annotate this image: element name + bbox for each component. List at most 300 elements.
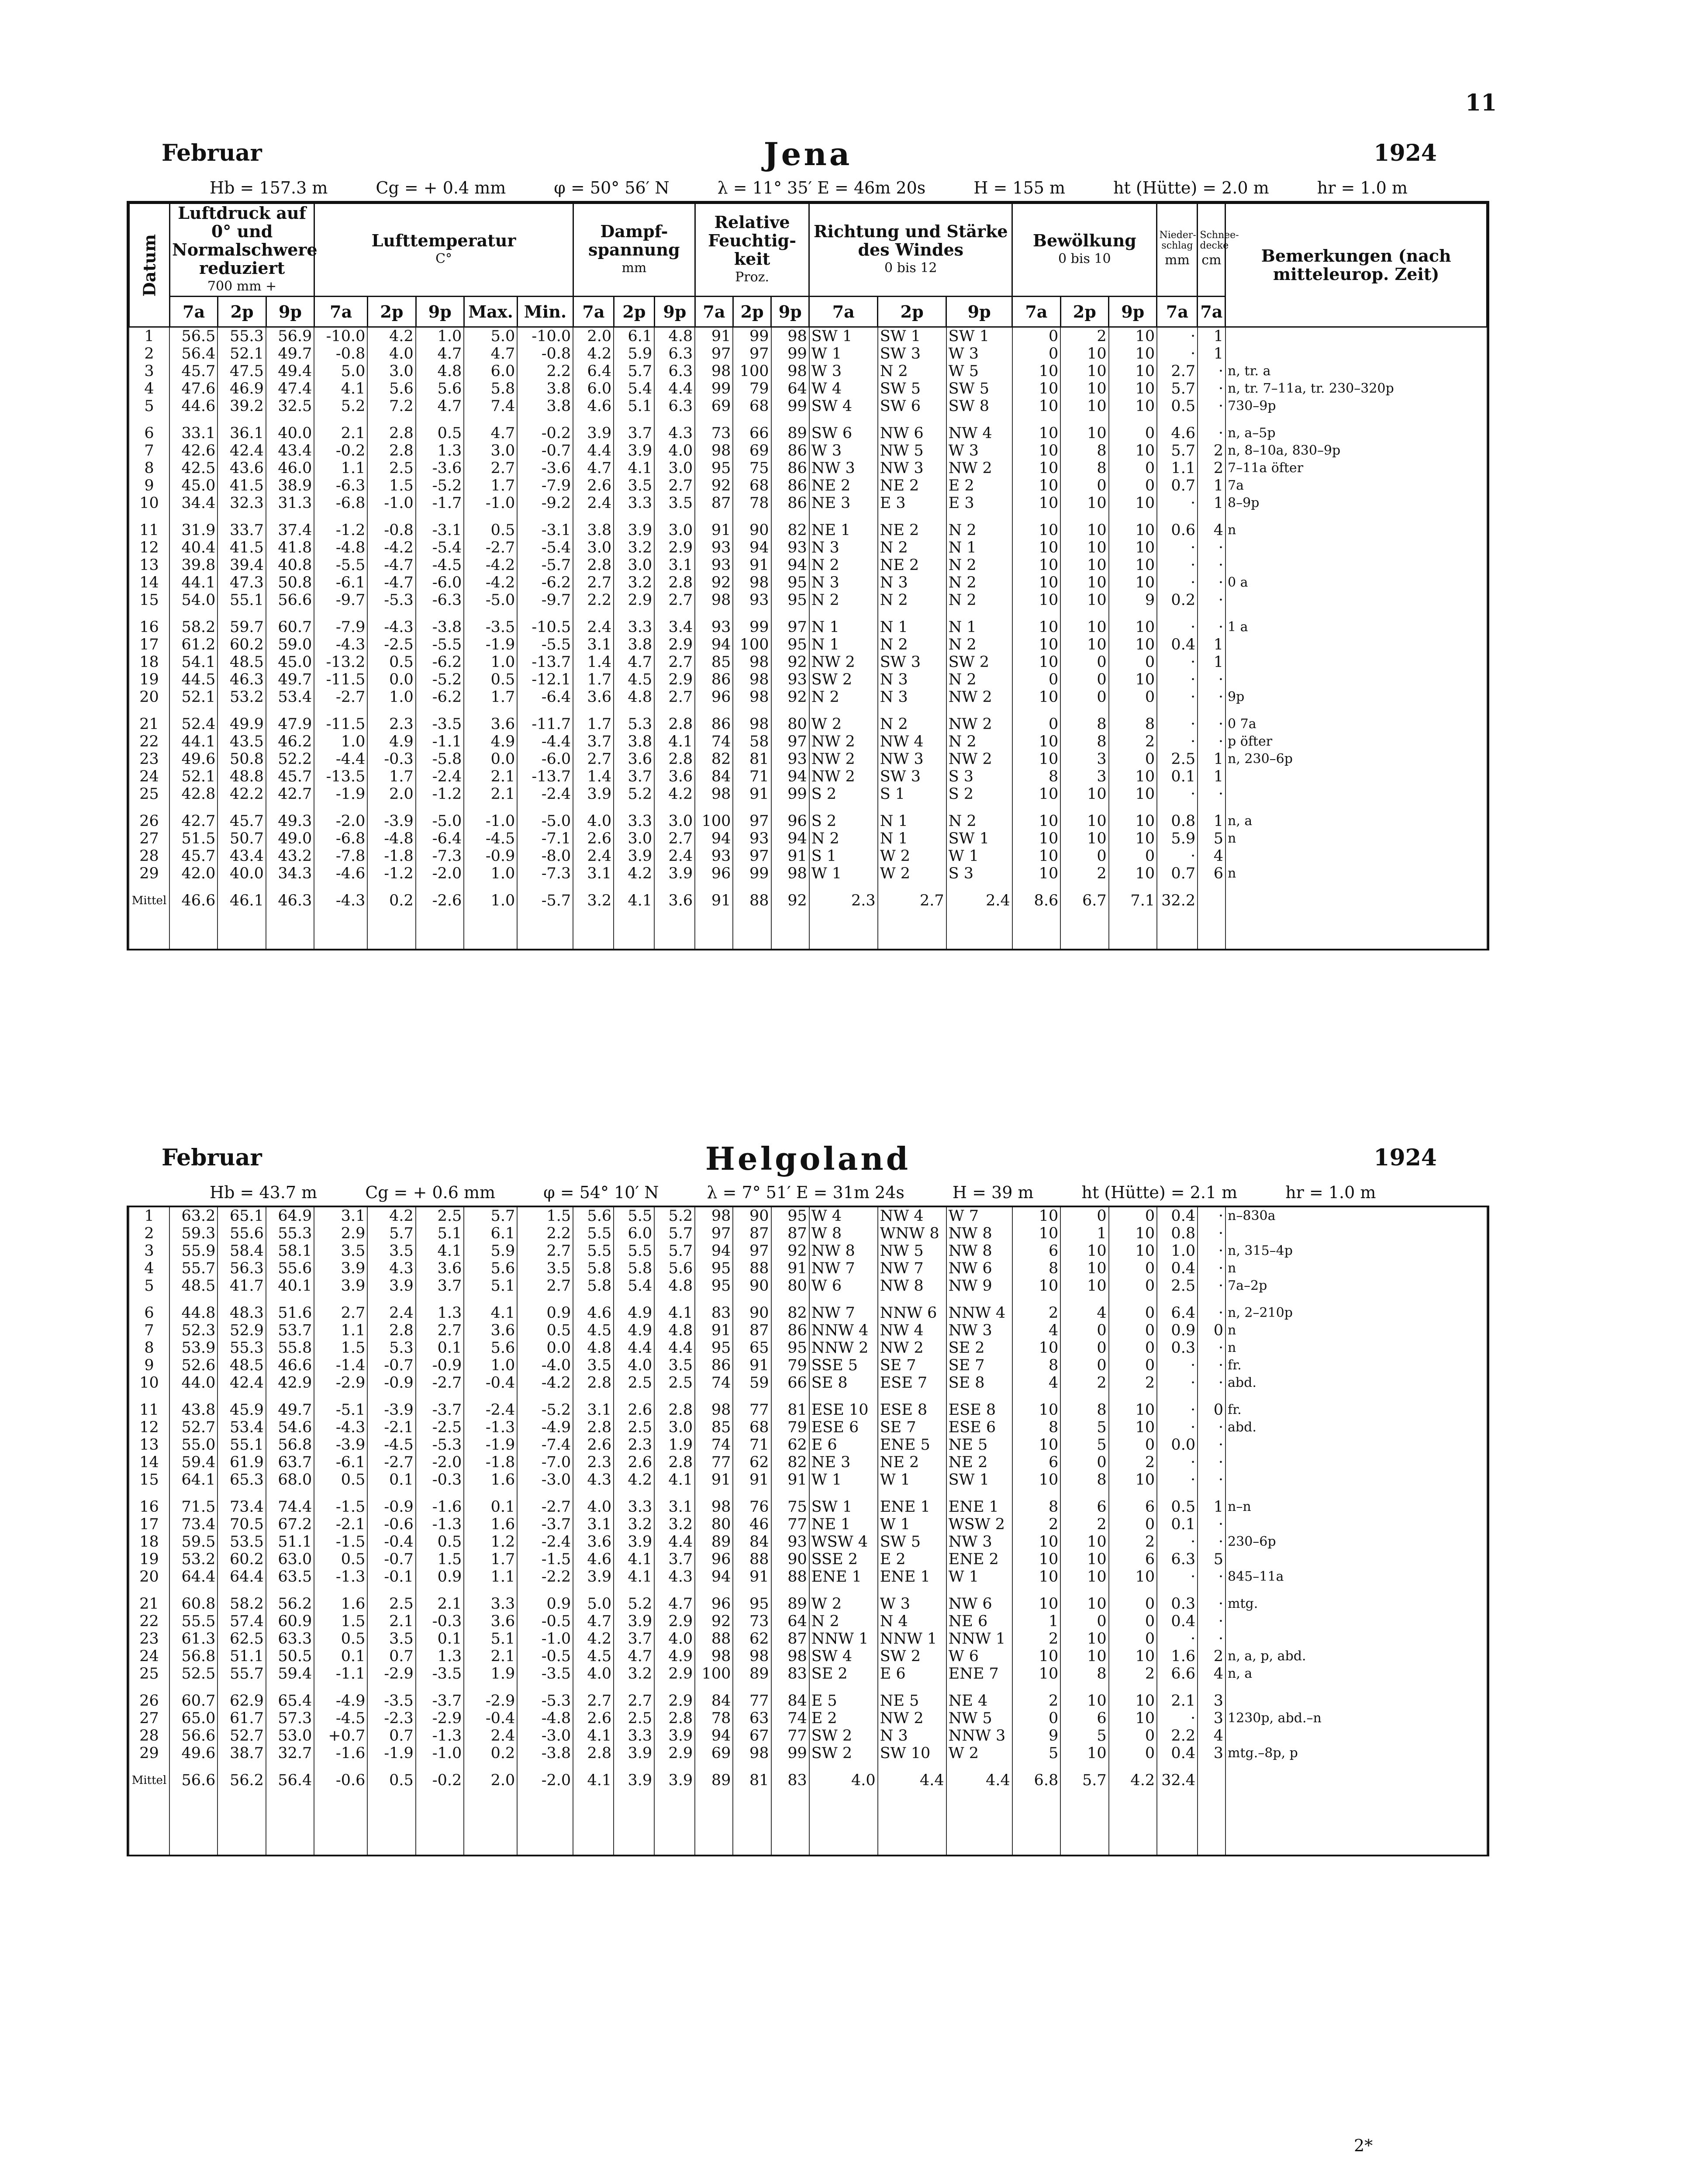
value-cell: 10 — [1060, 1648, 1108, 1665]
value-cell: N 1 — [878, 812, 946, 830]
value-cell: 0 — [1060, 653, 1108, 671]
value-cell: 67 — [733, 1727, 771, 1745]
value-cell: 2.9 — [654, 1613, 695, 1630]
gap-cell — [314, 1295, 367, 1304]
value-cell: SW 8 — [946, 397, 1012, 415]
table-row — [129, 688, 1487, 706]
value-cell: N 2 — [809, 1613, 878, 1630]
value-cell: 2.7 — [416, 1322, 464, 1339]
value-cell: 10 — [1012, 539, 1060, 556]
value-cell: SW 1 — [809, 1498, 878, 1516]
value-cell: 10 — [1012, 1471, 1060, 1489]
value-cell: 2 — [1060, 328, 1108, 345]
value-cell: -7.3 — [517, 865, 573, 882]
value-cell: 48.5 — [217, 1357, 266, 1374]
value-cell: 0 — [1109, 1727, 1157, 1745]
value-cell: 3.9 — [614, 847, 654, 865]
time-header: 7a — [695, 297, 733, 327]
gap-cell — [416, 512, 464, 522]
value-cell: · — [1198, 1516, 1225, 1533]
gap-cell — [464, 512, 517, 522]
value-cell: 0.9 — [517, 1304, 573, 1322]
value-cell: -3.0 — [517, 1471, 573, 1489]
value-cell: 0 — [1109, 1595, 1157, 1613]
value-cell: 5.7 — [1157, 380, 1198, 397]
table-row — [129, 574, 1487, 591]
mean-cell — [1225, 892, 1487, 909]
gap-cell — [1012, 1586, 1060, 1595]
value-cell: 3.3 — [614, 494, 654, 512]
gap-cell — [695, 1586, 733, 1595]
value-cell: 0.7 — [367, 1727, 415, 1745]
jena-station: Jena — [763, 135, 853, 173]
value-cell: 2.5 — [614, 1710, 654, 1727]
pad-cell — [733, 909, 771, 949]
table-row — [129, 785, 1487, 803]
mean-cell: 83 — [771, 1772, 809, 1789]
value-cell: 3.5 — [573, 1357, 614, 1374]
value-cell: 3.0 — [614, 830, 654, 847]
remark-cell: 1 a — [1225, 619, 1487, 636]
value-cell: -1.8 — [464, 1454, 517, 1471]
value-cell: 50.8 — [217, 750, 266, 768]
value-cell: · — [1198, 591, 1225, 609]
value-cell: 3.0 — [654, 1419, 695, 1436]
value-cell: 0 — [1109, 688, 1157, 706]
value-cell: 3.3 — [464, 1595, 517, 1613]
value-cell: 52.2 — [266, 750, 314, 768]
value-cell: 66 — [733, 425, 771, 442]
gap-cell — [654, 1392, 695, 1401]
value-cell: 2.7 — [654, 830, 695, 847]
value-cell: 1 — [1198, 812, 1225, 830]
gap-cell — [771, 1762, 809, 1772]
remark-cell: 1230p, abd.–n — [1225, 1710, 1487, 1727]
value-cell: 79 — [771, 1419, 809, 1436]
value-cell: 91 — [733, 556, 771, 574]
value-cell: -0.8 — [367, 522, 415, 539]
value-cell: -4.9 — [517, 1419, 573, 1436]
value-cell: 98 — [695, 363, 733, 380]
value-cell: 3.5 — [314, 1242, 367, 1260]
value-cell: 8 — [1060, 1401, 1108, 1419]
value-cell: 88 — [695, 1630, 733, 1648]
value-cell: 0 — [1109, 477, 1157, 494]
value-cell: 4.4 — [614, 1339, 654, 1357]
value-cell: 3.9 — [573, 785, 614, 803]
gap-cell — [1225, 882, 1487, 892]
value-cell: 78 — [695, 1710, 733, 1727]
value-cell: 91 — [695, 1471, 733, 1489]
gap-cell — [695, 706, 733, 715]
value-cell: NW 4 — [878, 1322, 946, 1339]
col-wind — [809, 204, 1012, 297]
value-cell: 0.9 — [416, 1568, 464, 1586]
value-cell: 4.3 — [367, 1260, 415, 1277]
gap-cell — [614, 1762, 654, 1772]
gap-cell — [878, 1392, 946, 1401]
gap-cell — [771, 803, 809, 812]
value-cell: 60.7 — [266, 619, 314, 636]
gap-cell — [809, 882, 878, 892]
value-cell: 1.0 — [464, 1357, 517, 1374]
value-cell: 54.1 — [169, 653, 217, 671]
gap-cell — [1225, 1586, 1487, 1595]
value-cell: 64.9 — [266, 1207, 314, 1225]
value-cell: -6.4 — [416, 830, 464, 847]
gap-cell — [169, 512, 217, 522]
mean-cell: 3.9 — [654, 1772, 695, 1789]
value-cell: 95 — [771, 1207, 809, 1225]
value-cell: · — [1157, 1357, 1198, 1374]
mean-cell: 46.6 — [169, 892, 217, 909]
day-cell: 22 — [129, 733, 169, 750]
value-cell: · — [1157, 556, 1198, 574]
gap-cell — [416, 706, 464, 715]
value-cell: -3.1 — [517, 522, 573, 539]
gap-cell — [573, 1683, 614, 1692]
gap-cell — [464, 415, 517, 425]
value-cell: 4.1 — [654, 1471, 695, 1489]
gap-cell — [733, 512, 771, 522]
value-cell: 10 — [1109, 1242, 1157, 1260]
gap-cell — [733, 706, 771, 715]
value-cell: 4.1 — [654, 733, 695, 750]
value-cell: N 3 — [878, 1727, 946, 1745]
value-cell: 8 — [1012, 1419, 1060, 1436]
gap-cell — [695, 1683, 733, 1692]
value-cell: N 3 — [878, 671, 946, 688]
value-cell: S 3 — [946, 768, 1012, 785]
mean-cell: 2.7 — [878, 892, 946, 909]
value-cell: -1.0 — [464, 494, 517, 512]
value-cell: 45.9 — [217, 1401, 266, 1419]
pad-cell — [367, 909, 415, 949]
value-cell: 1.6 — [464, 1471, 517, 1489]
value-cell: -1.5 — [314, 1498, 367, 1516]
value-cell: SE 8 — [809, 1374, 878, 1392]
value-cell: 55.9 — [169, 1242, 217, 1260]
mean-cell: -5.7 — [517, 892, 573, 909]
day-cell: 1 — [129, 1207, 169, 1225]
value-cell: 4.3 — [654, 1568, 695, 1586]
value-cell: -1.2 — [416, 785, 464, 803]
value-cell: 2.0 — [573, 328, 614, 345]
value-cell: 8 — [1012, 1260, 1060, 1277]
pad-cell — [946, 909, 1012, 949]
value-cell: 5.6 — [654, 1260, 695, 1277]
value-cell: 52.7 — [217, 1727, 266, 1745]
value-cell: N 2 — [809, 591, 878, 609]
value-cell: 92 — [695, 477, 733, 494]
value-cell: -4.7 — [367, 556, 415, 574]
day-cell: 8 — [129, 460, 169, 477]
table-row — [129, 1357, 1487, 1374]
value-cell: 77 — [771, 1516, 809, 1533]
value-cell: 40.8 — [266, 556, 314, 574]
value-cell: 1.5 — [314, 1613, 367, 1630]
value-cell: 90 — [771, 1551, 809, 1568]
value-cell: 6 — [1012, 1242, 1060, 1260]
value-cell: · — [1198, 671, 1225, 688]
value-cell: 91 — [733, 785, 771, 803]
value-cell: N 2 — [946, 574, 1012, 591]
gap-cell — [733, 803, 771, 812]
gap-cell — [464, 1762, 517, 1772]
value-cell: 3.3 — [614, 619, 654, 636]
value-cell: 92 — [771, 653, 809, 671]
value-cell: 10 — [1109, 1710, 1157, 1727]
mean-cell: 1.0 — [464, 892, 517, 909]
value-cell: -0.7 — [517, 442, 573, 460]
gap-cell — [946, 1295, 1012, 1304]
value-cell: 74 — [771, 1710, 809, 1727]
time-header: 9p — [416, 297, 464, 327]
value-cell: ESE 10 — [809, 1401, 878, 1419]
gap-cell — [573, 1489, 614, 1498]
value-cell: 0.5 — [314, 1551, 367, 1568]
mean-cell — [1198, 1772, 1225, 1789]
value-cell: 91 — [771, 847, 809, 865]
value-cell: 83 — [771, 1665, 809, 1683]
remark-cell — [1225, 1727, 1487, 1745]
gap-cell — [367, 803, 415, 812]
value-cell: 3.9 — [614, 1745, 654, 1762]
value-cell: 89 — [771, 425, 809, 442]
value-cell: 3.9 — [314, 1277, 367, 1295]
value-cell: 86 — [771, 460, 809, 477]
value-cell: 1.0 — [464, 865, 517, 882]
value-cell: -2.3 — [367, 1710, 415, 1727]
value-cell: -1.3 — [416, 1727, 464, 1745]
value-cell: 8 — [1060, 715, 1108, 733]
gap-cell — [266, 1392, 314, 1401]
value-cell: 6.3 — [654, 397, 695, 415]
gap-cell — [1157, 1392, 1198, 1401]
value-cell: 4 — [1012, 1322, 1060, 1339]
value-cell: 98 — [733, 1745, 771, 1762]
gap-cell — [1225, 803, 1487, 812]
value-cell: 3.3 — [614, 812, 654, 830]
value-cell: 10 — [1109, 494, 1157, 512]
value-cell: NE 2 — [809, 477, 878, 494]
value-cell: 99 — [695, 380, 733, 397]
value-cell: 51.6 — [266, 1304, 314, 1322]
remark-cell: n — [1225, 830, 1487, 847]
gap-cell — [314, 1489, 367, 1498]
value-cell: 2.9 — [654, 1745, 695, 1762]
value-cell: 89 — [771, 1595, 809, 1613]
gap-cell — [878, 609, 946, 619]
pad-cell — [416, 1789, 464, 1855]
value-cell: N 2 — [878, 363, 946, 380]
value-cell: NNW 1 — [809, 1630, 878, 1648]
value-cell: 41.5 — [217, 477, 266, 494]
value-cell: W 6 — [946, 1648, 1012, 1665]
day-cell: 27 — [129, 830, 169, 847]
gap-cell — [1060, 706, 1108, 715]
gap-cell — [517, 1683, 573, 1692]
value-cell: -2.7 — [314, 688, 367, 706]
value-cell: S 2 — [809, 812, 878, 830]
value-cell: 0 — [1109, 1357, 1157, 1374]
value-cell: 65.0 — [169, 1710, 217, 1727]
value-cell: -1.2 — [367, 865, 415, 882]
value-cell: 96 — [695, 688, 733, 706]
value-cell: 3.0 — [654, 460, 695, 477]
mean-cell: -0.2 — [416, 1772, 464, 1789]
day-cell: 3 — [129, 1242, 169, 1260]
remark-cell — [1225, 847, 1487, 865]
value-cell: 40.0 — [266, 425, 314, 442]
col-schnee — [1198, 204, 1239, 297]
value-cell: -4.3 — [367, 619, 415, 636]
value-cell: 55.1 — [217, 591, 266, 609]
value-cell: 2.1 — [416, 1595, 464, 1613]
value-cell: 3.6 — [416, 1260, 464, 1277]
value-cell: NW 6 — [946, 1595, 1012, 1613]
value-cell: 88 — [733, 1551, 771, 1568]
pad-cell — [1225, 909, 1487, 949]
value-cell: 98 — [695, 442, 733, 460]
value-cell: W 5 — [946, 363, 1012, 380]
day-cell: 12 — [129, 1419, 169, 1436]
value-cell: 5.7 — [1157, 442, 1198, 460]
value-cell: 0.7 — [367, 1648, 415, 1665]
value-cell: 10 — [1109, 380, 1157, 397]
value-cell: 5.6 — [416, 380, 464, 397]
param: H = 39 m — [952, 1183, 1034, 1202]
pad-cell — [614, 1789, 654, 1855]
value-cell: · — [1198, 1454, 1225, 1471]
nieder-label: Nieder-schlag — [1159, 230, 1196, 251]
value-cell: 4.3 — [573, 1471, 614, 1489]
value-cell: · — [1157, 619, 1198, 636]
value-cell: 3.0 — [614, 556, 654, 574]
value-cell: 1.1 — [314, 1322, 367, 1339]
remark-cell — [1225, 1630, 1487, 1648]
value-cell: 93 — [695, 847, 733, 865]
pad-cell — [129, 909, 169, 949]
value-cell: 10 — [1012, 1568, 1060, 1586]
value-cell: 0 — [1060, 1357, 1108, 1374]
gap-cell — [416, 1683, 464, 1692]
value-cell: 1 — [1198, 477, 1225, 494]
value-cell: 0 — [1060, 847, 1108, 865]
value-cell: 98 — [733, 1648, 771, 1665]
value-cell: 48.3 — [217, 1304, 266, 1322]
gap-cell — [314, 1762, 367, 1772]
value-cell: 90 — [733, 1277, 771, 1295]
value-cell: 75 — [733, 460, 771, 477]
value-cell: · — [1198, 1225, 1225, 1242]
value-cell: 10 — [1109, 1648, 1157, 1665]
mean-cell: 0.5 — [367, 1772, 415, 1789]
value-cell: · — [1198, 688, 1225, 706]
value-cell: 1.0 — [367, 688, 415, 706]
value-cell: 10 — [1060, 619, 1108, 636]
value-cell: 98 — [733, 688, 771, 706]
gap-cell — [367, 706, 415, 715]
value-cell: 2.6 — [573, 477, 614, 494]
value-cell: -0.3 — [367, 750, 415, 768]
gap-cell — [654, 1295, 695, 1304]
value-cell: 3.5 — [367, 1242, 415, 1260]
value-cell: -2.4 — [416, 768, 464, 785]
value-cell: 0 — [1109, 1613, 1157, 1630]
value-cell: -4.3 — [314, 636, 367, 653]
value-cell: 5.8 — [464, 380, 517, 397]
value-cell: 47.6 — [169, 380, 217, 397]
gap-cell — [1198, 1295, 1225, 1304]
value-cell: 2.1 — [1157, 1692, 1198, 1710]
value-cell: 42.4 — [217, 1374, 266, 1392]
value-cell: 2.8 — [367, 1322, 415, 1339]
value-cell: E 2 — [878, 1551, 946, 1568]
value-cell: N 1 — [878, 830, 946, 847]
value-cell: 3.1 — [314, 1207, 367, 1225]
remark-cell: fr. — [1225, 1357, 1487, 1374]
value-cell: 39.4 — [217, 556, 266, 574]
gap-cell — [1198, 512, 1225, 522]
value-cell: 10 — [1109, 1568, 1157, 1586]
value-cell: W 2 — [809, 1595, 878, 1613]
row-gap — [129, 882, 1487, 892]
gap-cell — [654, 803, 695, 812]
gap-cell — [946, 706, 1012, 715]
value-cell: 4.8 — [654, 1277, 695, 1295]
value-cell: · — [1157, 733, 1198, 750]
value-cell: 61.3 — [169, 1630, 217, 1648]
table-padding — [129, 909, 1487, 949]
value-cell: 3.9 — [367, 1277, 415, 1295]
value-cell: -1.3 — [464, 1419, 517, 1436]
table-row — [129, 653, 1487, 671]
value-cell: 0.5 — [464, 671, 517, 688]
day-cell: 20 — [129, 1568, 169, 1586]
value-cell: · — [1198, 1357, 1225, 1374]
value-cell: SW 1 — [946, 830, 1012, 847]
value-cell: 1.5 — [314, 1339, 367, 1357]
value-cell: 55.8 — [266, 1339, 314, 1357]
value-cell: 0 — [1109, 1207, 1157, 1225]
value-cell: NE 2 — [878, 556, 946, 574]
value-cell: 65.3 — [217, 1471, 266, 1489]
table-row — [129, 397, 1487, 415]
table-row — [129, 1277, 1487, 1295]
table-row — [129, 556, 1487, 574]
value-cell: -0.3 — [416, 1471, 464, 1489]
value-cell: -10.0 — [517, 328, 573, 345]
table-row — [129, 1225, 1487, 1242]
value-cell: 55.0 — [169, 1436, 217, 1454]
gap-cell — [573, 706, 614, 715]
mean-cell: 92 — [771, 892, 809, 909]
pad-cell — [1157, 1789, 1198, 1855]
gap-cell — [169, 415, 217, 425]
value-cell: 2.7 — [654, 477, 695, 494]
value-cell: 10 — [1060, 1277, 1108, 1295]
gap-cell — [517, 512, 573, 522]
value-cell: 5.0 — [314, 363, 367, 380]
value-cell: NW 2 — [809, 733, 878, 750]
value-cell: 43.5 — [217, 733, 266, 750]
value-cell: 39.8 — [169, 556, 217, 574]
value-cell: 89 — [733, 1665, 771, 1683]
value-cell: NE 4 — [946, 1692, 1012, 1710]
value-cell: -2.9 — [367, 1665, 415, 1683]
gap-cell — [464, 882, 517, 892]
